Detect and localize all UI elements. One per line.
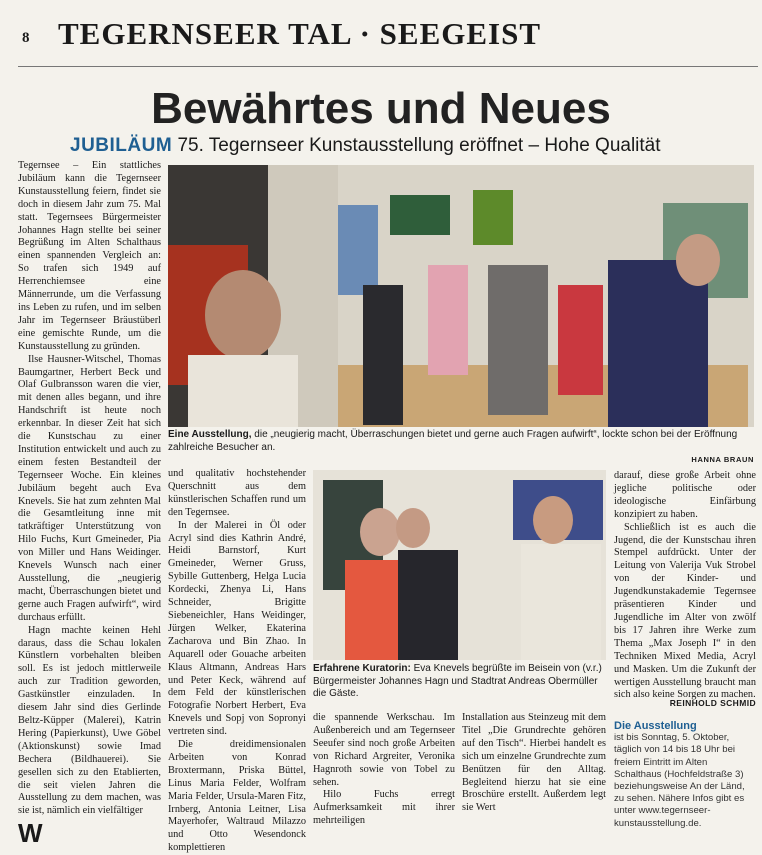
photo1-credit: HANNA BRAUN xyxy=(691,455,754,464)
subheadline xyxy=(70,135,661,157)
article-column-1 xyxy=(18,160,161,818)
paragraph: In der Malerei in Öl oder Acryl sind dies Kathrin André, Heidi Barnstorf, Kurt Gmeineder, Werner Gruss, Sybille Guttenberg, Helga Lucia Kordecki, Zhenya Li, Hans Schneider, Brigitte Siebeneichler, Hans Weidinger, Jürgen Welker, Ekaterina Zacharova und Bin Zhao. In Aquarell oder Gouache arbeiten Klaus Altmann, Andreas Hars und Peter Keck, während auf dem Feld der künstlerischen Fotografie Norbert Herbert, Eva Knevels und Sopj von Sopronyi vertreten sind. xyxy=(168,519,306,738)
paragraph: Hagn machte keinen Hehl daraus, dass die Schau lokalen Künstlern vorbehalten bleiben soll. Es ist jedoch mittlerweile auch zur Tradition geworden, Gastkünstler einzuladen. In diesem Jahr sind dies Gerlinde Beltz-Küpper (Malerei), Katrin Hering (Papierkunst), Uwe Göbel (Aktionskunst) sowie Imad Bechera (Bildhauerei). Sie gesellen sich zu den Etablierten, die seit vielen Jahren die Ausstellung zu dem machen, was sie ist, nämlich ein vielfältiger xyxy=(18,624,161,817)
photo-exhibition-crowd-image xyxy=(168,165,754,427)
paragraph: Schließlich ist es auch die Jugend, die der Kunstschau ihren Stempel aufdrückt. Unter der Leitung von Valerija Vuk Strobel von der Kinder- und Jugendkunstakademie Tegernsee präsentieren Kinder und Jugendliche im Alter von zwölf bis 17 Jahren ihre Werke zum Thema „Max Joseph I“ in den Techniken Mixed Media, Acryl und Masken. Um die Zukunft der wertigen Ausstellung braucht man sich also keine Sorgen zu machen. xyxy=(614,521,756,701)
section-title: TEGERNSEER TAL · SEEGEIST xyxy=(58,16,542,51)
photo1-caption-text: die „neugierig macht, Überraschungen bietet und gerne auch Fragen aufwirft“, lockte schon bei der Eröffnung zahlreiche Besucher an. xyxy=(168,429,738,453)
info-box-title: Die Ausstellung xyxy=(614,720,697,732)
photo-curator xyxy=(313,470,606,660)
article-column-4 xyxy=(462,712,606,815)
article-column-3 xyxy=(313,712,455,828)
next-article-headline: W xyxy=(18,818,43,848)
info-box-text: ist bis Sonntag, 5. Oktober, täglich von 14 bis 18 Uhr bei freiem Eintritt im Alten Schalthaus (Hochfeldstraße 3) beziehungsweise An der Länd, zu sehen. Nähere Infos gibt es unter www.tegernseer-kunstausstellung.de. xyxy=(614,732,745,829)
photo-exhibition-crowd xyxy=(168,165,754,427)
paragraph: darauf, diese große Arbeit ohne jegliche politische oder ideologische Einfärbung konzipiert zu haben. xyxy=(614,470,756,520)
photo2-caption xyxy=(313,663,606,701)
paragraph: Hilo Fuchs erregt Aufmerksamkeit mit ihrer mehrteiligen xyxy=(313,789,455,827)
photo2-caption-bold: Erfahrene Kuratorin: xyxy=(313,663,411,674)
subheadline-text: 75. Tegernseer Kunstausstellung eröffnet – Hohe Qualität xyxy=(177,135,661,156)
paragraph: Installation aus Steinzeug mit dem Titel „Die Grundrechte gehören auf den Tisch“. Hierbei handelt es sich um einzelne Grundrechte zum Benützen für den Alltag. Begleitend hierzu hat sie eine Broschüre erstellt. Außerdem legt sie Wert xyxy=(462,712,606,814)
paragraph: Die dreidimensionalen Arbeiten von Konrad Broxtermann, Priska Büttel, Linus Maria Felder, Wolfram Maria Felder, Ursula-Maren Fitz, Irnberg, Antonia Leitner, Lisa Mayerhofer, Waltraud Milazzo und Otto Wesendonck komplettieren xyxy=(168,739,306,854)
photo1-caption-bold: Eine Ausstellung, xyxy=(168,429,252,440)
article-column-2 xyxy=(168,468,306,855)
paragraph: Ilse Hausner-Witschel, Thomas Baumgartner, Herbert Beck und Olaf Gulbransson waren die vier, mit denen alles begann, und ihre Handschrift ist heute noch erkennbar. In dieser Zeit hat sich die Kunstschau zu einer Institution entwickelt und auch zu einem festen Bestandteil der Tegernseer Woche. Ein kleines Jubiläum begeht auch Eva Knevels. Sie hat zum zehnten Mal die Gesamtleitung inne mit tatkräftiger Unterstützung von Hilo Fuchs, Kurt Gmeineder, Pia von Miller und Hans Weidinger. Knevels Wunsch nach einer Ausstellung, die „neugierig macht, Überraschungen bietet und gerne auch Fragen aufwirft“, wird durchaus erfüllt. xyxy=(18,353,161,623)
photo2-caption-text: Eva Knevels begrüßte im Beisein von (v.r.) Bürgermeister Johannes Hagn und Stadtrat Andreas Obermüller die Gäste. xyxy=(313,663,602,699)
headline: Bewährtes und Neues xyxy=(151,84,611,133)
header-rule xyxy=(18,66,758,67)
paragraph: die spannende Werkschau. Im Außenbereich und am Tegernseer Seeufer sind noch große Arbeiten von Richard Argreiter, Veronika Hagnroth sowie von Tobel zu sehen. xyxy=(313,712,455,788)
info-box xyxy=(614,720,756,830)
photo1-caption xyxy=(168,429,754,454)
article-column-5 xyxy=(614,470,756,702)
photo-curator-image xyxy=(313,470,606,660)
author-byline: REINHOLD SCHMID xyxy=(669,698,756,708)
page-number: 8 xyxy=(22,30,30,46)
subheadline-kicker: JUBILÄUM xyxy=(70,135,173,156)
paragraph: Tegernsee – Ein stattliches Jubiläum kann die Tegernseer Kunstausstellung feiern, findet sie doch in diesem Jahr zum 75. Mal statt. Tegernsees Bürgermeister Johannes Hagn stellte bei seiner Begrüßung im Alten Schalthaus einen spannenden Vergleich an: So trafen sich 1949 auf Herrenchiemsee eine Männerrunde, um die Verfassung ins Leben zu rufen, und im selben Jahr im Tegernseer Bräustüberl eine gemischte Runde, um die Kunstausstellung zu gründen. xyxy=(18,160,161,352)
paragraph: und qualitativ hochstehender Querschnitt aus dem künstlerischen Schaffen rund um den Tegernsee. xyxy=(168,468,306,518)
